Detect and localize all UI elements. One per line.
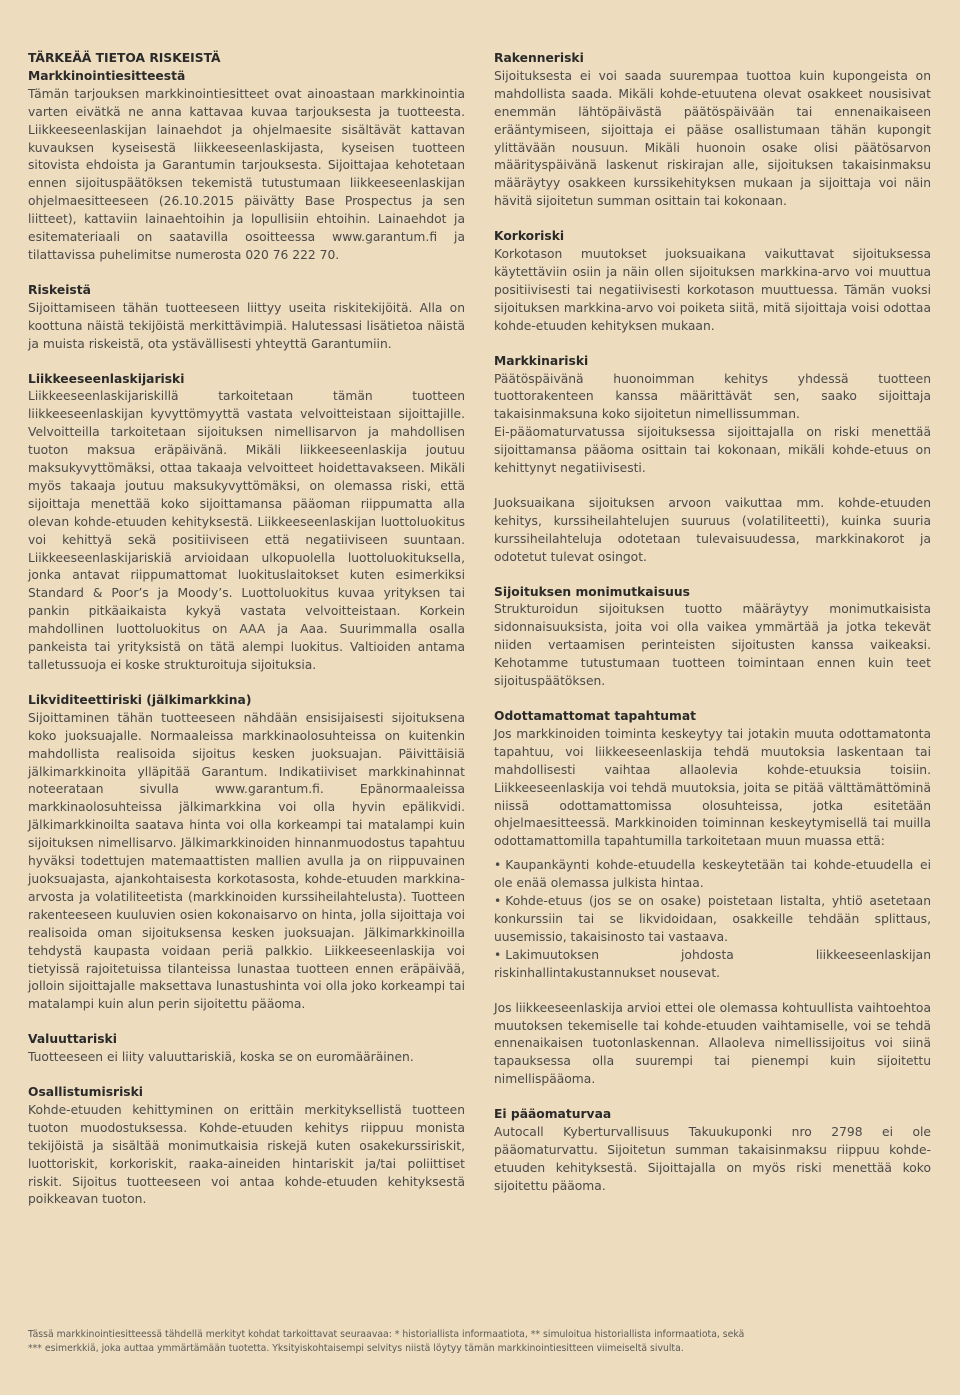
equity-risk-text: Kohde-etuuden kehittyminen on erittäin merkityksellistä tuotteen tuoton muodostuksessa. Kohde-etuuden kehitys riippuu monista tekijöistä ja sisältää monimutkaisia riskejä kuten osakekurssiriskit, luottoriskit, korkoriskit, raaka-aineiden hintariskit ja/tai poliittiset riskit. Sijoitus tuotteeseen voi antaa kohde-etuuden kehityksestä poikkeavan tuoton. (28, 1102, 465, 1207)
marketing-section (28, 50, 465, 265)
unexpected-heading: Odottamattomat tapahtumat (494, 709, 696, 723)
unexpected-section (494, 708, 931, 1089)
structure-risk-section (494, 50, 931, 211)
complexity-text: Strukturoidun sijoituksen tuotto määräytyy monimutkaisista sidonnaisuuksista, joita voi olla vaikea ymmärtää ja jotka tekevät niiden vertaamisen perinteisten sijoitusten kanssa vaikeaksi. Kehotamme tutustumaan tuotteen toimintaan ennen kuin teet sijoituspäätöksen. (494, 602, 931, 689)
market-risk-p1b: Ei-pääomaturvatussa sijoituksessa sijoittajalla on riski menettää sijoittamansa pääoma osittain tai kokonaan, mikäli kohde-etuus on kehittynyt negatiivisesti. (494, 425, 931, 476)
unexpected-text: Jos markkinoiden toiminta keskeytyy tai jotakin muuta odottamatonta tapahtuu, voi liikkeeseenlaskija tehdä muutoksia laskentaan tai mahdollisesti vaihtaa allaolevia kohde-etuuksia toisiin. Liikkeeseenlaskija voi tehdä muutoksia, joita se pitää välttämättöminä niissä odottamattomissa olosuhteissa, jotka esitetään ohjelmaesitteessä. Markkinoiden toiminnan keskeytymisellä tai muilla odottamattomilla tapahtumilla tarkoitetaan muun muassa että: (494, 726, 931, 849)
bullet-icon: • (494, 858, 502, 873)
liquidity-risk-section (28, 692, 465, 1014)
risks-heading: Riskeistä (28, 282, 91, 297)
currency-risk-section (28, 1031, 465, 1067)
market-risk-p2: Juoksuaikana sijoituksen arvoon vaikuttaa mm. kohde-etuuden kehitys, kurssiheilahtelujen suuruus (volatiliteetti), kuinka suuria kurssiheilahteluja odotetaan tulevaisuudessa, markkinakorot ja odotetut tulevat osingot. (494, 495, 931, 564)
interest-risk-section (494, 228, 931, 335)
right-column (494, 50, 931, 1213)
risks-text: Sijoittamiseen tähän tuotteeseen liittyy useita riskitekijöitä. Alla on koottuna näistä tekijöistä merkittävimpiä. Halutessasi lisätietoa näistä ja muista riskeistä, ota ystävällisesti yhteyttä Garantumiin. (28, 300, 465, 351)
unexpected-text-2: Jos liikkeeseenlaskija arvioi ettei ole olemassa kohtuullista vaihtoehtoa muutoksen tekemiselle tai kohde-etuuden vaihtamiselle, voi se tehdä ennenaikaisen tuotonlaskennan. Allaoleva nimellissijoitus voi siinä tapauksessa olla suurempi tai pienempi kuin sijoitettu nimellispääoma. (494, 1000, 931, 1087)
list-item (494, 857, 931, 893)
risks-section (28, 282, 465, 354)
no-capital-protection-heading: Ei pääomaturvaa (494, 1107, 612, 1122)
footer-note (28, 1328, 928, 1355)
market-risk-p1: Päätöspäivänä huonoimman kehitys yhdessä tuotteen tuottorakenteen kanssa määrittävät sen, saako sijoittaja takaisinmaksuna koko sijoitetun nimellissumman. (494, 371, 931, 422)
complexity-heading: Sijoituksen monimutkaisuus (494, 584, 690, 599)
equity-risk-heading: Osallistumisriski (28, 1085, 144, 1100)
interest-risk-text: Korkotason muutokset juoksuaikana vaikuttavat sijoituksessa käytettäviin osiin ja näin ollen sijoituksen markkina-arvo voi muuttua positiivisesti tai negatiivisesti korkotason muuttuessa. Tämän vuoksi sijoituksen markkina-arvo voi poiketa siitä, mitä sijoittaja voisi odottaa kohde-etuuden kehityksen mukaan. (494, 247, 931, 333)
left-column (28, 50, 465, 1226)
no-capital-protection-text: Autocall Kyberturvallisuus Takuukuponki nro 2798 ei ole pääomaturvattu. Sijoitetun summan takaisinmaksu riippuu kohde-etuuden kehityksestä. Sijoittajalla on myös riski menettää koko sijoitettu pääoma. (494, 1125, 931, 1193)
footer-line-1: Tässä markkinointiesitteessä tähdellä merkityt kohdat tarkoittavat seuraavaa: * historiallista informaatiota, ** simuloitua historiallista informaatiota, sekä (28, 1329, 745, 1340)
bullet-icon: • (494, 947, 502, 962)
complexity-section (494, 584, 931, 691)
list-item (494, 893, 931, 947)
footer-line-2: *** esimerkkiä, joka auttaa ymmärtämään tuotetta. Yksityiskohtaisempi selvitys niistä löytyy tämän markkinointiesitteen viimeiseltä sivulta. (28, 1342, 684, 1354)
issuer-risk-heading: Liikkeeseenlaskijariski (28, 371, 185, 386)
bullet-text: Kaupankäynti kohde-etuudella keskeytetään tai kohde-etuudella ei ole enää olemassa julkista hintaa. (494, 858, 931, 891)
issuer-risk-text: Liikkeeseenlaskijariskillä tarkoitetaan tämän tuotteen liikkeeseenlaskijan kyvyttömyyttä vastata velvoitteistaan sijoittajille. Velvoitteilla tarkoitetaan sijoituksen nimellisarvon ja mahdollisen tuoton maksua eräpäivänä. Mikäli liikkeeseenlaskija joutuu maksukyvyttömäksi, ottaa takaaja velvoitteet hoidettavakseen. Mikäli myös takaaja joutuu maksukyvyttömäksi, on olemassa riski, että sijoittaja menettää koko sijoittamansa pääoman riippumatta alla olevan kohde-etuuden kehityksestä. Liikkeeseenlaskijan luottoluokitus voi kehittyä sekä positiiviseen että negatiiviseen suuntaan. Liikkeeseenlaskijariskiä arvioidaan ulkopuolella luottoluokituksella, jonka antavat riippumattomat luokituslaitokset kuten esimerkiksi Standard & Poor’s ja Moody’s. Luottoluokitus kuvaa yrityksen tai pankin pitkäaikaista kykyä vastata velvoitteistaan. Korkein mahdollinen luottoluokitus on AAA ja Aaa. Suurimmalla osalla pankeista tai yrityksistä on tätä alempi luokitus. Valtioiden antama talletussuoja ei koske strukturoituja sijoituksia. (28, 389, 465, 672)
liquidity-risk-heading: Likviditeettiriski (jälkimarkkina) (28, 692, 252, 707)
market-risk-heading: Markkinariski (494, 353, 589, 368)
equity-risk-section (28, 1084, 465, 1209)
main-title: TÄRKEÄÄ TIETOA RISKEISTÄ (28, 51, 221, 65)
bullet-text: Kohde-etuus (jos se on osake) poistetaan listalta, yhtiö asetetaan konkurssiin tai se likvidoidaan, osakkeille tehdään splittaus, uusemissio, takaisinosto tai vastaava. (494, 894, 931, 944)
market-risk-section (494, 353, 931, 567)
structure-risk-text: Sijoituksesta ei voi saada suurempaa tuottoa kuin kupongeista on mahdollista saada. Mikäli kohde-etuutena olevat osakkeet nousisivat enemmän lähtöpäivästä päätöspäivään tai ennenaikaiseen erääntymiseen, sijoittaja ei pääse osallistumaan tähän kupongit ylittävään nousuun. Mikäli huonoin osake olisi päätösarvon määrityspäivänä laskenut riskirajan alle, sijoituksen takaisinmaksu määräytyy osakkeen kurssikehityksen mukaan ja sijoittaja voi näin hävitä sijoitetun summan osittain tai kokonaan. (494, 68, 931, 209)
liquidity-risk-text: Sijoittaminen tähän tuotteeseen nähdään ensisijaisesti sijoituksena koko juoksuajalle. Normaaleissa markkinaolosuhteissa on kuitenkin mahdollista realisoida sijoitus kesken juoksuajan. Päivittäisiä jälkimarkkinoita ylläpitää Garantum. Indikatiiviset markkinahinnat noteerataan sivulla www.garantum.fi. Epänormaaleissa markkinaolosuhteissa jälkimarkkina voi olla hyvin epälikvidi. Jälkimarkkinoilta saatava hinta voi olla korkeampi tai matalampi kuin sijoituksen nimellisarvo. Jälkimarkkinoiden hinnanmuodostus tapahtuu hyväksi todettujen matemaattisten mallien avulla ja on riippuvainen juoksuajasta, ajankohtaisesta korkotasosta, kohde-etuuden markkina-arvosta ja volatiliteetista (markkinoiden kurssiheilahtelusta). Tuotteen rakenteeseen kuuluvien osien kokonaisarvo on hinta, jolla sijoittaja voi realisoida oman sijoituksensa kesken juoksuajan. Jälkimarkkinoilla tehdystä kaupasta voidaan periä palkkio. Liikkeeseenlaskija voi tietyissä rajoitetuissa tilanteissa lunastaa tuotteen ennen eräpäivää, jolloin sijoittajalle maksettava lunastushinta voi olla joko korkeampi tai matalampi kuin alun perin sijoitettu pääoma. (28, 710, 465, 1012)
bullet-icon: • (494, 894, 502, 909)
no-capital-protection-section (494, 1106, 931, 1196)
marketing-text: Tämän tarjouksen markkinointiesitteet ovat ainoastaan markkinointia varten eivätkä ne anna kattavaa kuvaa tarjouksesta ja tuotteesta. Liikkeeseenlaskijan lainaehdot ja ohjelmaesite sisältävät kattavan kuvauksen kyseisestä liikkeeseenlaskijasta, kyseisen tuotteen sitovista ehdoista ja Garantumin tarjouksesta. Sijoittajaa kehotetaan ennen sijoituspäätöksen tekemistä tutustumaan liikkeeseenlaskijan ohjelmaesitteeseen (26.10.2015 päivätty Base Prospectus ja sen liitteet), kattaviin lainaehtoihin ja lopullisiin ehtoihin. Lainaehdot ja esitemateriaali on saatavilla osoitteessa www.garantum.fi ja tilattavissa puhelimitse numerosta 020 76 222 70. (28, 86, 465, 262)
issuer-risk-section (28, 371, 465, 675)
bullet-text: Lakimuutoksen johdosta liikkeeseenlaskijan riskinhallintakustannukset nousevat. (494, 947, 931, 980)
interest-risk-heading: Korkoriski (494, 229, 565, 244)
list-item (494, 947, 931, 983)
currency-risk-text: Tuotteeseen ei liity valuuttariskiä, koska se on euromääräinen. (28, 1050, 414, 1065)
structure-risk-heading: Rakenneriski (494, 51, 584, 65)
unexpected-bullet-list (494, 857, 931, 982)
marketing-heading: Markkinointiesitteestä (28, 68, 186, 83)
currency-risk-heading: Valuuttariski (28, 1032, 117, 1047)
